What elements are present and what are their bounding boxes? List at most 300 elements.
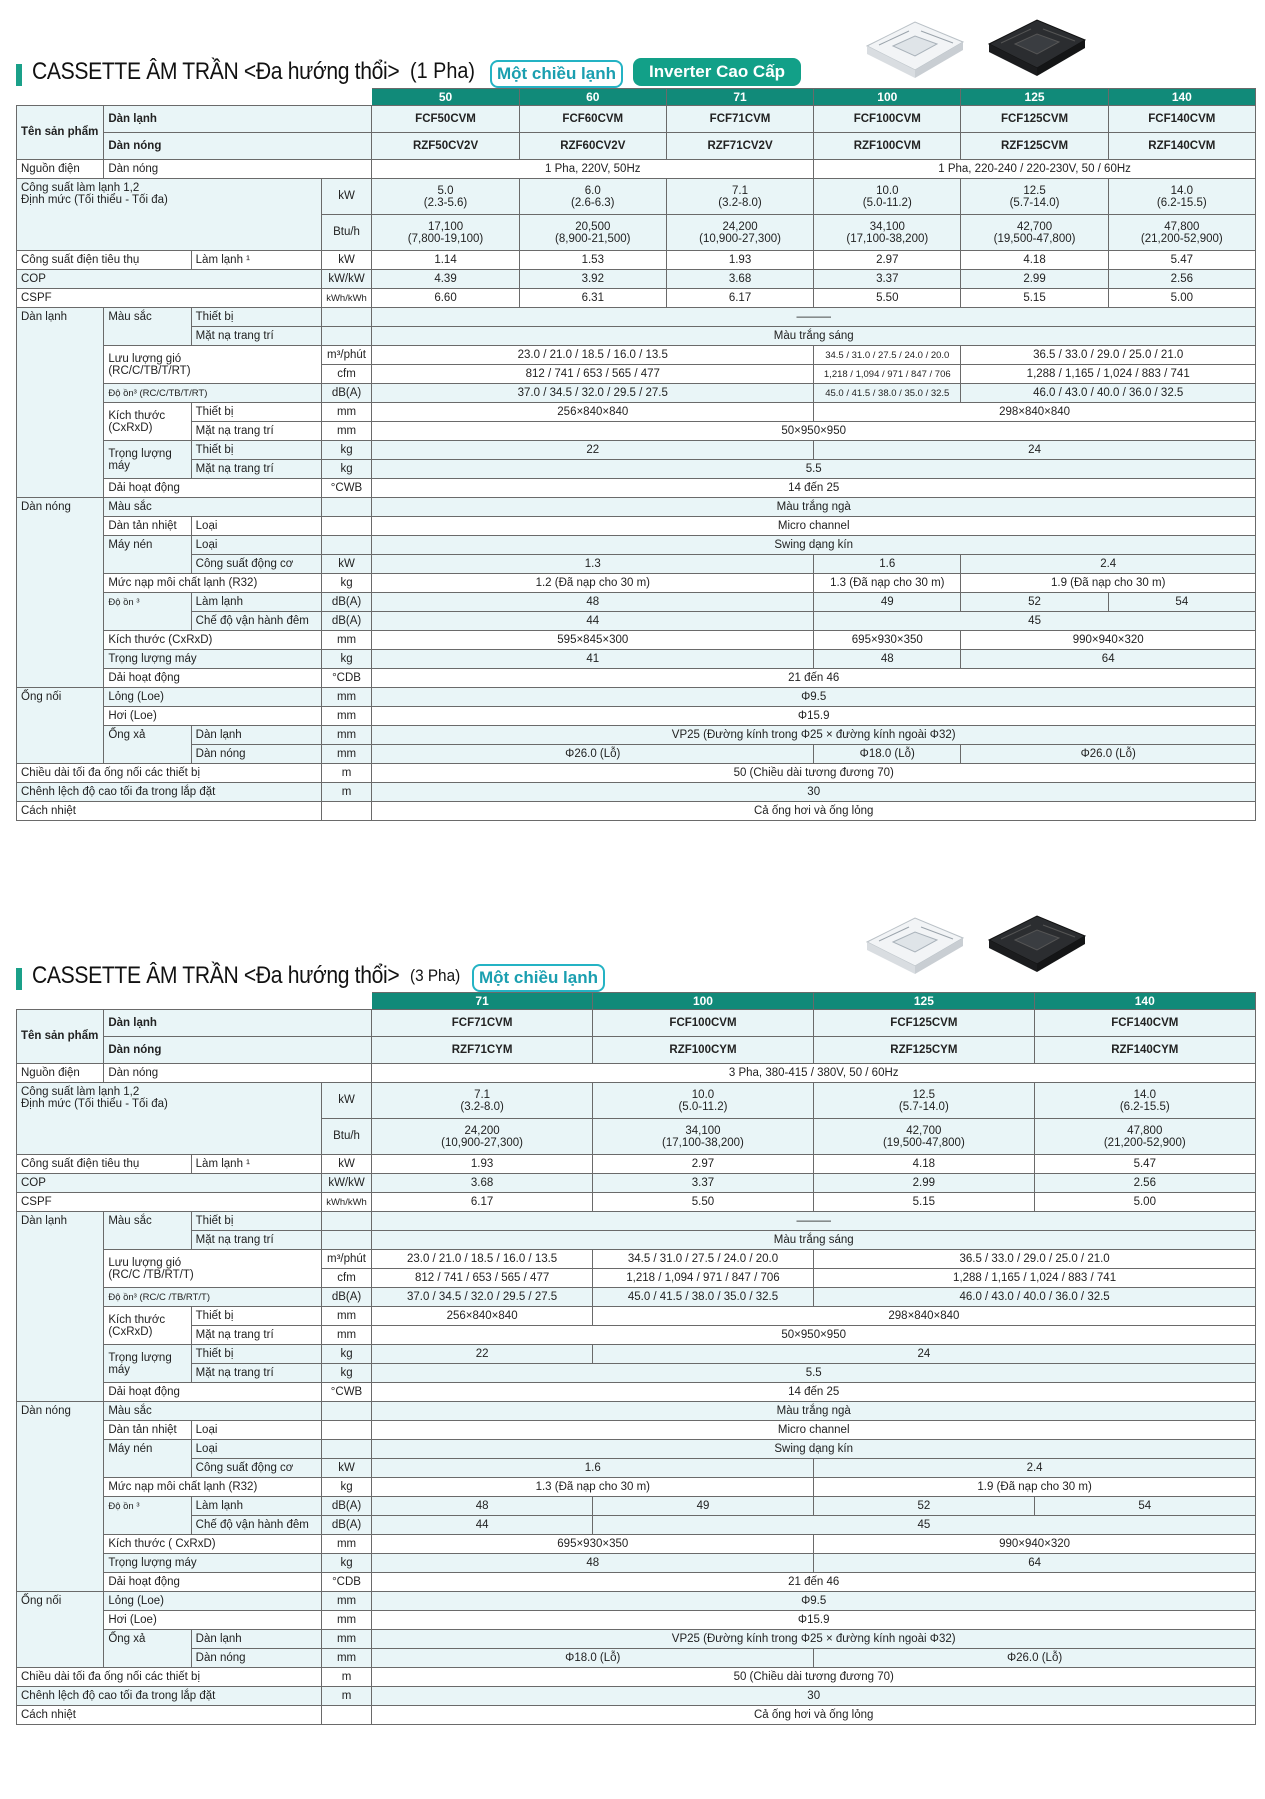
unit: kg bbox=[321, 1364, 372, 1383]
dash-value: ——— bbox=[372, 1212, 1256, 1231]
outdoor-model: RZF71CYM bbox=[372, 1037, 592, 1064]
capacity-kw: 12.5 (5.7-14.0) bbox=[814, 1083, 1034, 1119]
cspf-value: 5.00 bbox=[1034, 1193, 1255, 1212]
cspf-row bbox=[17, 1193, 1256, 1212]
pipe-length-label: Chiều dài tối đa ống nối các thiết bị bbox=[17, 1668, 322, 1687]
drain-outdoor-row bbox=[17, 1649, 1256, 1668]
unit: m³/phút bbox=[321, 346, 372, 365]
operating-range-label: Dải hoạt động bbox=[104, 1573, 321, 1592]
refrigerant-charge: 1.9 (Đã nạp cho 30 m) bbox=[814, 1478, 1256, 1497]
power-input: 2.97 bbox=[814, 251, 961, 270]
panel-label: Mặt nạ trang trí bbox=[191, 1364, 321, 1383]
outdoor-weight-row bbox=[17, 650, 1256, 669]
noise-label: Độ ồn ³ bbox=[104, 593, 191, 631]
power-supply-label: Nguồn điện bbox=[17, 1064, 104, 1083]
power-input: 4.18 bbox=[814, 1155, 1034, 1174]
gas-pipe: Φ15.9 bbox=[372, 1611, 1256, 1630]
airflow-cfm: 1,288 / 1,165 / 1,024 / 883 / 741 bbox=[814, 1269, 1256, 1288]
airflow-cfm: 1,218 / 1,094 / 971 / 847 / 706 bbox=[814, 365, 961, 384]
drain-label: Ống xả bbox=[104, 1630, 191, 1668]
cspf-value: 5.15 bbox=[814, 1193, 1034, 1212]
indoor-weight-row bbox=[17, 1345, 1256, 1364]
noise-label: Độ ồn ³ bbox=[104, 1497, 191, 1535]
phase-label: (1 Pha) bbox=[410, 58, 475, 83]
unit: kW/kW bbox=[321, 270, 372, 289]
indoor-noise-label: Độ ồn³ (RC/C /TB/RT/T) bbox=[104, 1288, 321, 1307]
refrigerant-label: Mức nạp môi chất lạnh (R32) bbox=[104, 1478, 321, 1497]
cspf-value: 5.50 bbox=[814, 289, 961, 308]
panel-color-row bbox=[17, 327, 1256, 346]
capacity-kw: 7.1 (3.2-8.0) bbox=[372, 1083, 592, 1119]
panel-color: Màu trắng sáng bbox=[372, 327, 1256, 346]
coil-label: Dàn tản nhiệt bbox=[104, 1421, 191, 1440]
indoor-noise: 37.0 / 34.5 / 32.0 / 29.5 / 27.5 bbox=[372, 384, 814, 403]
power-input: 5.47 bbox=[1108, 251, 1255, 270]
outdoor-label: Dàn nóng bbox=[104, 1037, 372, 1064]
drain-outdoor: Φ18.0 (Lỗ) bbox=[372, 1649, 814, 1668]
indoor-model-row bbox=[17, 106, 1256, 133]
power-input-label: Công suất điện tiêu thụ bbox=[17, 1155, 192, 1174]
outdoor-model: RZF100CYM bbox=[592, 1037, 813, 1064]
unit: dB(A) bbox=[321, 384, 372, 403]
cop-row bbox=[17, 270, 1256, 289]
unit: kWh/kWh bbox=[321, 289, 372, 308]
pipe-length: 50 (Chiều dài tương đương 70) bbox=[372, 764, 1256, 783]
unit: mm bbox=[321, 1307, 372, 1326]
refrigerant-row bbox=[17, 1478, 1256, 1497]
indoor-noise: 45.0 / 41.5 / 38.0 / 35.0 / 32.5 bbox=[814, 384, 961, 403]
outdoor-color-row bbox=[17, 498, 1256, 517]
compressor-label: Máy nén bbox=[104, 1440, 191, 1478]
accent-bar bbox=[16, 64, 22, 86]
outdoor-model: RZF125CYM bbox=[814, 1037, 1034, 1064]
cspf-label: CSPF bbox=[17, 289, 322, 308]
panel-weight: 5.5 bbox=[372, 460, 1256, 479]
unit: kg bbox=[321, 460, 372, 479]
accent-bar bbox=[16, 968, 22, 990]
compressor-label: Máy nén bbox=[104, 536, 191, 574]
coil-label: Dàn tản nhiệt bbox=[104, 517, 191, 536]
outdoor-color: Màu trắng ngà bbox=[372, 1402, 1256, 1421]
dimension-label: Kích thước (CxRxD) bbox=[104, 631, 321, 650]
indoor-model: FCF125CVM bbox=[814, 1010, 1034, 1037]
unit-label: Thiết bị bbox=[191, 1212, 321, 1231]
airflow-m3: 36.5 / 33.0 / 29.0 / 25.0 / 21.0 bbox=[814, 1250, 1256, 1269]
pipe-length-row bbox=[17, 764, 1256, 783]
outdoor-label: Dàn nóng bbox=[191, 745, 321, 764]
outdoor-weight: 64 bbox=[961, 650, 1256, 669]
dimension-label: Kích thước (CxRxD) bbox=[104, 1307, 191, 1345]
capacity-kw: 6.0 (2.6-6.3) bbox=[519, 179, 666, 215]
outdoor-group-label: Dàn nóng bbox=[17, 498, 104, 688]
motor-output: 2.4 bbox=[814, 1459, 1256, 1478]
power-input: 2.97 bbox=[592, 1155, 813, 1174]
unit: kWh/kWh bbox=[321, 1193, 372, 1212]
power-supply-label: Nguồn điện bbox=[17, 160, 104, 179]
liquid-label: Lỏng (Loe) bbox=[104, 1592, 321, 1611]
pipe-length: 50 (Chiều dài tương đương 70) bbox=[372, 1668, 1256, 1687]
indoor-model: FCF140CVM bbox=[1108, 106, 1255, 133]
insulation: Cả ống hơi và ống lỏng bbox=[372, 1706, 1256, 1725]
pipe-length-row bbox=[17, 1668, 1256, 1687]
dash-value: ——— bbox=[372, 308, 1256, 327]
indoor-noise: 46.0 / 43.0 / 40.0 / 36.0 / 32.5 bbox=[814, 1288, 1256, 1307]
piping-label: Ống nối bbox=[17, 688, 104, 764]
indoor-range: 14 đến 25 bbox=[372, 1383, 1256, 1402]
type-label: Loại bbox=[191, 536, 321, 555]
coil-type: Micro channel bbox=[372, 517, 1256, 536]
indoor-range: 14 đến 25 bbox=[372, 479, 1256, 498]
indoor-group-label: Dàn lạnh bbox=[17, 1212, 104, 1402]
liquid-label: Lỏng (Loe) bbox=[104, 688, 321, 707]
indoor-weight: 22 bbox=[372, 441, 814, 460]
color-label: Màu sắc bbox=[104, 1212, 191, 1250]
indoor-range-row bbox=[17, 1383, 1256, 1402]
outdoor-weight-row bbox=[17, 1554, 1256, 1573]
night-noise: 45 bbox=[814, 612, 1256, 631]
capacity-kw: 5.0 (2.3-5.6) bbox=[372, 179, 519, 215]
weight-label: Trọng lượng máy bbox=[104, 441, 191, 479]
cop-value: 3.37 bbox=[592, 1174, 813, 1193]
airflow-m3: 34.5 / 31.0 / 27.5 / 24.0 / 20.0 bbox=[592, 1250, 813, 1269]
outdoor-color: Màu trắng ngà bbox=[372, 498, 1256, 517]
airflow-label: Lưu lượng gió (RC/C /TB/RT/T) bbox=[104, 1250, 321, 1288]
airflow-cfm: 1,288 / 1,165 / 1,024 / 883 / 741 bbox=[961, 365, 1256, 384]
indoor-model: FCF100CVM bbox=[592, 1010, 813, 1037]
unit: kW bbox=[321, 1459, 372, 1478]
indoor-model: FCF60CVM bbox=[519, 106, 666, 133]
cop-value: 3.68 bbox=[666, 270, 813, 289]
panel-label: Mặt nạ trang trí bbox=[191, 327, 321, 346]
power-input: 1.14 bbox=[372, 251, 519, 270]
type-label: Loại bbox=[191, 1421, 321, 1440]
cspf-value: 5.00 bbox=[1108, 289, 1255, 308]
outdoor-noise-row bbox=[17, 593, 1256, 612]
unit: kg bbox=[321, 441, 372, 460]
outdoor-label: Dàn nóng bbox=[104, 133, 372, 160]
outdoor-noise: 49 bbox=[814, 593, 961, 612]
pipe-length-label: Chiều dài tối đa ống nối các thiết bị bbox=[17, 764, 322, 783]
unit-label: Thiết bị bbox=[191, 441, 321, 460]
indoor-noise: 46.0 / 43.0 / 40.0 / 36.0 / 32.5 bbox=[961, 384, 1256, 403]
indoor-color-row bbox=[17, 1212, 1256, 1231]
unit: mm bbox=[321, 688, 372, 707]
outdoor-model: RZF100CVM bbox=[814, 133, 961, 160]
liquid-pipe: Φ9.5 bbox=[372, 1592, 1256, 1611]
motor-label: Công suất động cơ bbox=[191, 1459, 321, 1478]
height-diff: 30 bbox=[372, 1687, 1256, 1706]
airflow-m3-row bbox=[17, 346, 1256, 365]
liquid-pipe: Φ9.5 bbox=[372, 688, 1256, 707]
refrigerant-charge: 1.3 (Đã nạp cho 30 m) bbox=[372, 1478, 814, 1497]
unit-label: Thiết bị bbox=[191, 403, 321, 422]
cspf-value: 6.17 bbox=[666, 289, 813, 308]
capacity-kw-row bbox=[17, 179, 1256, 215]
coil-type: Micro channel bbox=[372, 1421, 1256, 1440]
unit: m bbox=[321, 783, 372, 802]
size-cell: 71 bbox=[666, 89, 813, 106]
motor-output: 2.4 bbox=[961, 555, 1256, 574]
piping-label: Ống nối bbox=[17, 1592, 104, 1668]
refrigerant-charge: 1.3 (Đã nạp cho 30 m) bbox=[814, 574, 961, 593]
capacity-btu: 47,800 (21,200-52,900) bbox=[1034, 1119, 1255, 1155]
gas-pipe-row bbox=[17, 1611, 1256, 1630]
cspf-value: 6.60 bbox=[372, 289, 519, 308]
indoor-dim-row bbox=[17, 403, 1256, 422]
capacity-kw: 10.0 (5.0-11.2) bbox=[592, 1083, 813, 1119]
size-cell: 60 bbox=[519, 89, 666, 106]
indoor-noise-label: Độ ồn³ (RC/C/TB/T/RT) bbox=[104, 384, 321, 403]
panel-label: Mặt nạ trang trí bbox=[191, 1326, 321, 1345]
outdoor-label: Dàn nóng bbox=[191, 1649, 321, 1668]
outdoor-noise: 52 bbox=[814, 1497, 1034, 1516]
outdoor-model: RZF60CV2V bbox=[519, 133, 666, 160]
power-input: 1.93 bbox=[372, 1155, 592, 1174]
drain-outdoor: Φ26.0 (Lỗ) bbox=[961, 745, 1256, 764]
cspf-value: 6.31 bbox=[519, 289, 666, 308]
capacity-kw: 12.5 (5.7-14.0) bbox=[961, 179, 1108, 215]
unit: mm bbox=[321, 707, 372, 726]
unit: mm bbox=[321, 1535, 372, 1554]
panel-weight: 5.5 bbox=[372, 1364, 1256, 1383]
motor-output: 1.6 bbox=[814, 555, 961, 574]
outdoor-range-row bbox=[17, 669, 1256, 688]
unit: Btu/h bbox=[321, 215, 372, 251]
drain-indoor: VP25 (Đường kính trong Φ25 × đường kính ngoài Φ32) bbox=[372, 1630, 1256, 1649]
unit: °CDB bbox=[321, 669, 372, 688]
unit: m bbox=[321, 1668, 372, 1687]
size-cell: 125 bbox=[961, 89, 1108, 106]
indoor-label: Dàn lạnh bbox=[191, 726, 321, 745]
cop-label: COP bbox=[17, 270, 322, 289]
drain-indoor: VP25 (Đường kính trong Φ25 × đường kính ngoài Φ32) bbox=[372, 726, 1256, 745]
cop-value: 2.99 bbox=[814, 1174, 1034, 1193]
outdoor-dimension: 695×930×350 bbox=[814, 631, 961, 650]
night-noise: 45 bbox=[592, 1516, 1255, 1535]
drain-indoor-row bbox=[17, 1630, 1256, 1649]
power-input: 4.18 bbox=[961, 251, 1108, 270]
panel-label: Mặt nạ trang trí bbox=[191, 1231, 321, 1250]
weight-label: Trọng lượng máy bbox=[104, 1554, 321, 1573]
outdoor-model: RZF140CVM bbox=[1108, 133, 1255, 160]
unit: kW bbox=[321, 1083, 372, 1119]
operating-range-label: Dải hoạt động bbox=[104, 1383, 321, 1402]
size-cell: 50 bbox=[372, 89, 519, 106]
color-label: Màu sắc bbox=[104, 498, 321, 517]
capacity-kw: 7.1 (3.2-8.0) bbox=[666, 179, 813, 215]
indoor-model: FCF71CVM bbox=[666, 106, 813, 133]
outdoor-model: RZF125CVM bbox=[961, 133, 1108, 160]
capacity-kw: 10.0 (5.0-11.2) bbox=[814, 179, 961, 215]
size-cell: 125 bbox=[814, 993, 1034, 1010]
insulation-row bbox=[17, 802, 1256, 821]
unit: mm bbox=[321, 1592, 372, 1611]
indoor-noise-row bbox=[17, 1288, 1256, 1307]
capacity-btu: 34,100 (17,100-38,200) bbox=[592, 1119, 813, 1155]
cspf-value: 6.17 bbox=[372, 1193, 592, 1212]
panel-dimension: 50×950×950 bbox=[372, 1326, 1256, 1345]
outdoor-weight: 48 bbox=[814, 650, 961, 669]
insulation-row bbox=[17, 1706, 1256, 1725]
indoor-label: Dàn lạnh bbox=[104, 1010, 372, 1037]
section-1-phase bbox=[16, 58, 1256, 821]
indoor-dimension: 298×840×840 bbox=[814, 403, 1256, 422]
unit: dB(A) bbox=[321, 1497, 372, 1516]
airflow-m3: 36.5 / 33.0 / 29.0 / 25.0 / 21.0 bbox=[961, 346, 1256, 365]
outdoor-dimension: 595×845×300 bbox=[372, 631, 814, 650]
size-cell: 71 bbox=[372, 993, 592, 1010]
unit-label: Thiết bị bbox=[191, 308, 321, 327]
product-name-label: Tên sản phẩm bbox=[17, 106, 104, 160]
power-supply-row bbox=[17, 160, 1256, 179]
section-title: CASSETTE ÂM TRẦN <Đa hướng thổi> bbox=[32, 58, 400, 85]
power-supply-value: 1 Pha, 220-240 / 220-230V, 50 / 60Hz bbox=[814, 160, 1256, 179]
power-input-row bbox=[17, 1155, 1256, 1174]
compressor-type: Swing dạng kín bbox=[372, 1440, 1256, 1459]
compressor-row bbox=[17, 536, 1256, 555]
indoor-color-row bbox=[17, 308, 1256, 327]
outdoor-model-row bbox=[17, 133, 1256, 160]
indoor-noise: 37.0 / 34.5 / 32.0 / 29.5 / 27.5 bbox=[372, 1288, 592, 1307]
cooling-capacity-label bbox=[17, 179, 322, 251]
phase-label: (3 Pha) bbox=[410, 966, 461, 985]
insulation-label: Cách nhiệt bbox=[17, 802, 322, 821]
capacity-btu: 17,100 (7,800-19,100) bbox=[372, 215, 519, 251]
insulation: Cả ống hơi và ống lỏng bbox=[372, 802, 1256, 821]
unit: cfm bbox=[321, 365, 372, 384]
night-mode-label: Chế độ vận hành đêm bbox=[191, 1516, 321, 1535]
panel-dimension: 50×950×950 bbox=[372, 422, 1256, 441]
outdoor-noise: 48 bbox=[372, 593, 814, 612]
indoor-model: FCF50CVM bbox=[372, 106, 519, 133]
white-cassette-unit-image bbox=[859, 12, 967, 84]
dimension-label: Kích thước ( CxRxD) bbox=[104, 1535, 321, 1554]
size-header-row bbox=[17, 993, 1256, 1010]
outdoor-group-label: Dàn nóng bbox=[17, 1402, 104, 1592]
indoor-dimension: 298×840×840 bbox=[592, 1307, 1255, 1326]
unit: °CWB bbox=[321, 1383, 372, 1402]
panel-weight-row bbox=[17, 460, 1256, 479]
refrigerant-row bbox=[17, 574, 1256, 593]
outdoor-weight: 64 bbox=[814, 1554, 1256, 1573]
capacity-btu: 34,100 (17,100-38,200) bbox=[814, 215, 961, 251]
unit: dB(A) bbox=[321, 612, 372, 631]
inverter-badge: Inverter Cao Cấp bbox=[633, 58, 801, 86]
unit: °CWB bbox=[321, 479, 372, 498]
height-diff: 30 bbox=[372, 783, 1256, 802]
outdoor-range: 21 đến 46 bbox=[372, 1573, 1256, 1592]
indoor-model: FCF125CVM bbox=[961, 106, 1108, 133]
type-label: Loại bbox=[191, 1440, 321, 1459]
power-supply-value: 3 Pha, 380-415 / 380V, 50 / 60Hz bbox=[372, 1064, 1256, 1083]
airflow-m3: 34.5 / 31.0 / 27.5 / 24.0 / 20.0 bbox=[814, 346, 961, 365]
cspf-value: 5.50 bbox=[592, 1193, 813, 1212]
unit: kg bbox=[321, 650, 372, 669]
outdoor-model: RZF50CV2V bbox=[372, 133, 519, 160]
refrigerant-label: Mức nạp môi chất lạnh (R32) bbox=[104, 574, 321, 593]
unit: kW/kW bbox=[321, 1174, 372, 1193]
refrigerant-charge: 1.2 (Đã nạp cho 30 m) bbox=[372, 574, 814, 593]
indoor-dim-row bbox=[17, 1307, 1256, 1326]
indoor-weight: 22 bbox=[372, 1345, 592, 1364]
outdoor-dim-row bbox=[17, 631, 1256, 650]
night-noise: 44 bbox=[372, 612, 814, 631]
spec-table-1-phase bbox=[16, 88, 1256, 821]
outdoor-noise: 49 bbox=[592, 1497, 813, 1516]
cop-value: 2.99 bbox=[961, 270, 1108, 289]
capacity-btu: 42,700 (19,500-47,800) bbox=[814, 1119, 1034, 1155]
indoor-weight: 24 bbox=[814, 441, 1256, 460]
power-input-row bbox=[17, 251, 1256, 270]
capacity-btu: 47,800 (21,200-52,900) bbox=[1108, 215, 1255, 251]
airflow-m3: 23.0 / 21.0 / 18.5 / 16.0 / 13.5 bbox=[372, 1250, 592, 1269]
indoor-weight: 24 bbox=[592, 1345, 1255, 1364]
outdoor-noise: 54 bbox=[1034, 1497, 1255, 1516]
drain-label: Ống xả bbox=[104, 726, 191, 764]
power-input: 1.53 bbox=[519, 251, 666, 270]
compressor-row bbox=[17, 1440, 1256, 1459]
unit: kg bbox=[321, 574, 372, 593]
indoor-group-label: Dàn lạnh bbox=[17, 308, 104, 498]
indoor-weight-row bbox=[17, 441, 1256, 460]
black-cassette-unit-image bbox=[981, 10, 1089, 82]
indoor-dimension: 256×840×840 bbox=[372, 1307, 592, 1326]
indoor-model: FCF100CVM bbox=[814, 106, 961, 133]
airflow-m3-row bbox=[17, 1250, 1256, 1269]
gas-pipe: Φ15.9 bbox=[372, 707, 1256, 726]
outdoor-dimension: 990×940×320 bbox=[814, 1535, 1256, 1554]
outdoor-label: Dàn nóng bbox=[104, 160, 372, 179]
cop-value: 4.39 bbox=[372, 270, 519, 289]
power-supply-value: 1 Pha, 220V, 50Hz bbox=[372, 160, 814, 179]
operating-range-label: Dải hoạt động bbox=[104, 669, 321, 688]
outdoor-range: 21 đến 46 bbox=[372, 669, 1256, 688]
motor-output: 1.6 bbox=[372, 1459, 814, 1478]
capacity-btu: 42,700 (19,500-47,800) bbox=[961, 215, 1108, 251]
section-3-phase bbox=[16, 962, 1256, 1725]
outdoor-weight: 48 bbox=[372, 1554, 814, 1573]
coil-row bbox=[17, 517, 1256, 536]
size-cell: 140 bbox=[1108, 89, 1255, 106]
cooling-label: Làm lạnh bbox=[191, 1497, 321, 1516]
unit: mm bbox=[321, 1649, 372, 1668]
cop-value: 2.56 bbox=[1108, 270, 1255, 289]
motor-row bbox=[17, 555, 1256, 574]
indoor-noise-row bbox=[17, 384, 1256, 403]
cooling-capacity-text: Công suất làm lạnh 1,2 bbox=[21, 182, 140, 194]
airflow-cfm: 812 / 741 / 653 / 565 / 477 bbox=[372, 1269, 592, 1288]
cop-value: 3.37 bbox=[814, 270, 961, 289]
unit: mm bbox=[321, 631, 372, 650]
unit: m bbox=[321, 1687, 372, 1706]
indoor-model: FCF140CVM bbox=[1034, 1010, 1255, 1037]
outdoor-range-row bbox=[17, 1573, 1256, 1592]
cop-value: 3.68 bbox=[372, 1174, 592, 1193]
indoor-label: Dàn lạnh bbox=[191, 1630, 321, 1649]
panel-color-row bbox=[17, 1231, 1256, 1250]
gas-label: Hơi (Loe) bbox=[104, 1611, 321, 1630]
height-diff-row bbox=[17, 783, 1256, 802]
indoor-dimension: 256×840×840 bbox=[372, 403, 814, 422]
size-header-row bbox=[17, 89, 1256, 106]
gas-label: Hơi (Loe) bbox=[104, 707, 321, 726]
unit: Btu/h bbox=[321, 1119, 372, 1155]
motor-output: 1.3 bbox=[372, 555, 814, 574]
unit: cfm bbox=[321, 1269, 372, 1288]
unit: m bbox=[321, 764, 372, 783]
unit-label: Thiết bị bbox=[191, 1307, 321, 1326]
outdoor-dimension: 990×940×320 bbox=[961, 631, 1256, 650]
